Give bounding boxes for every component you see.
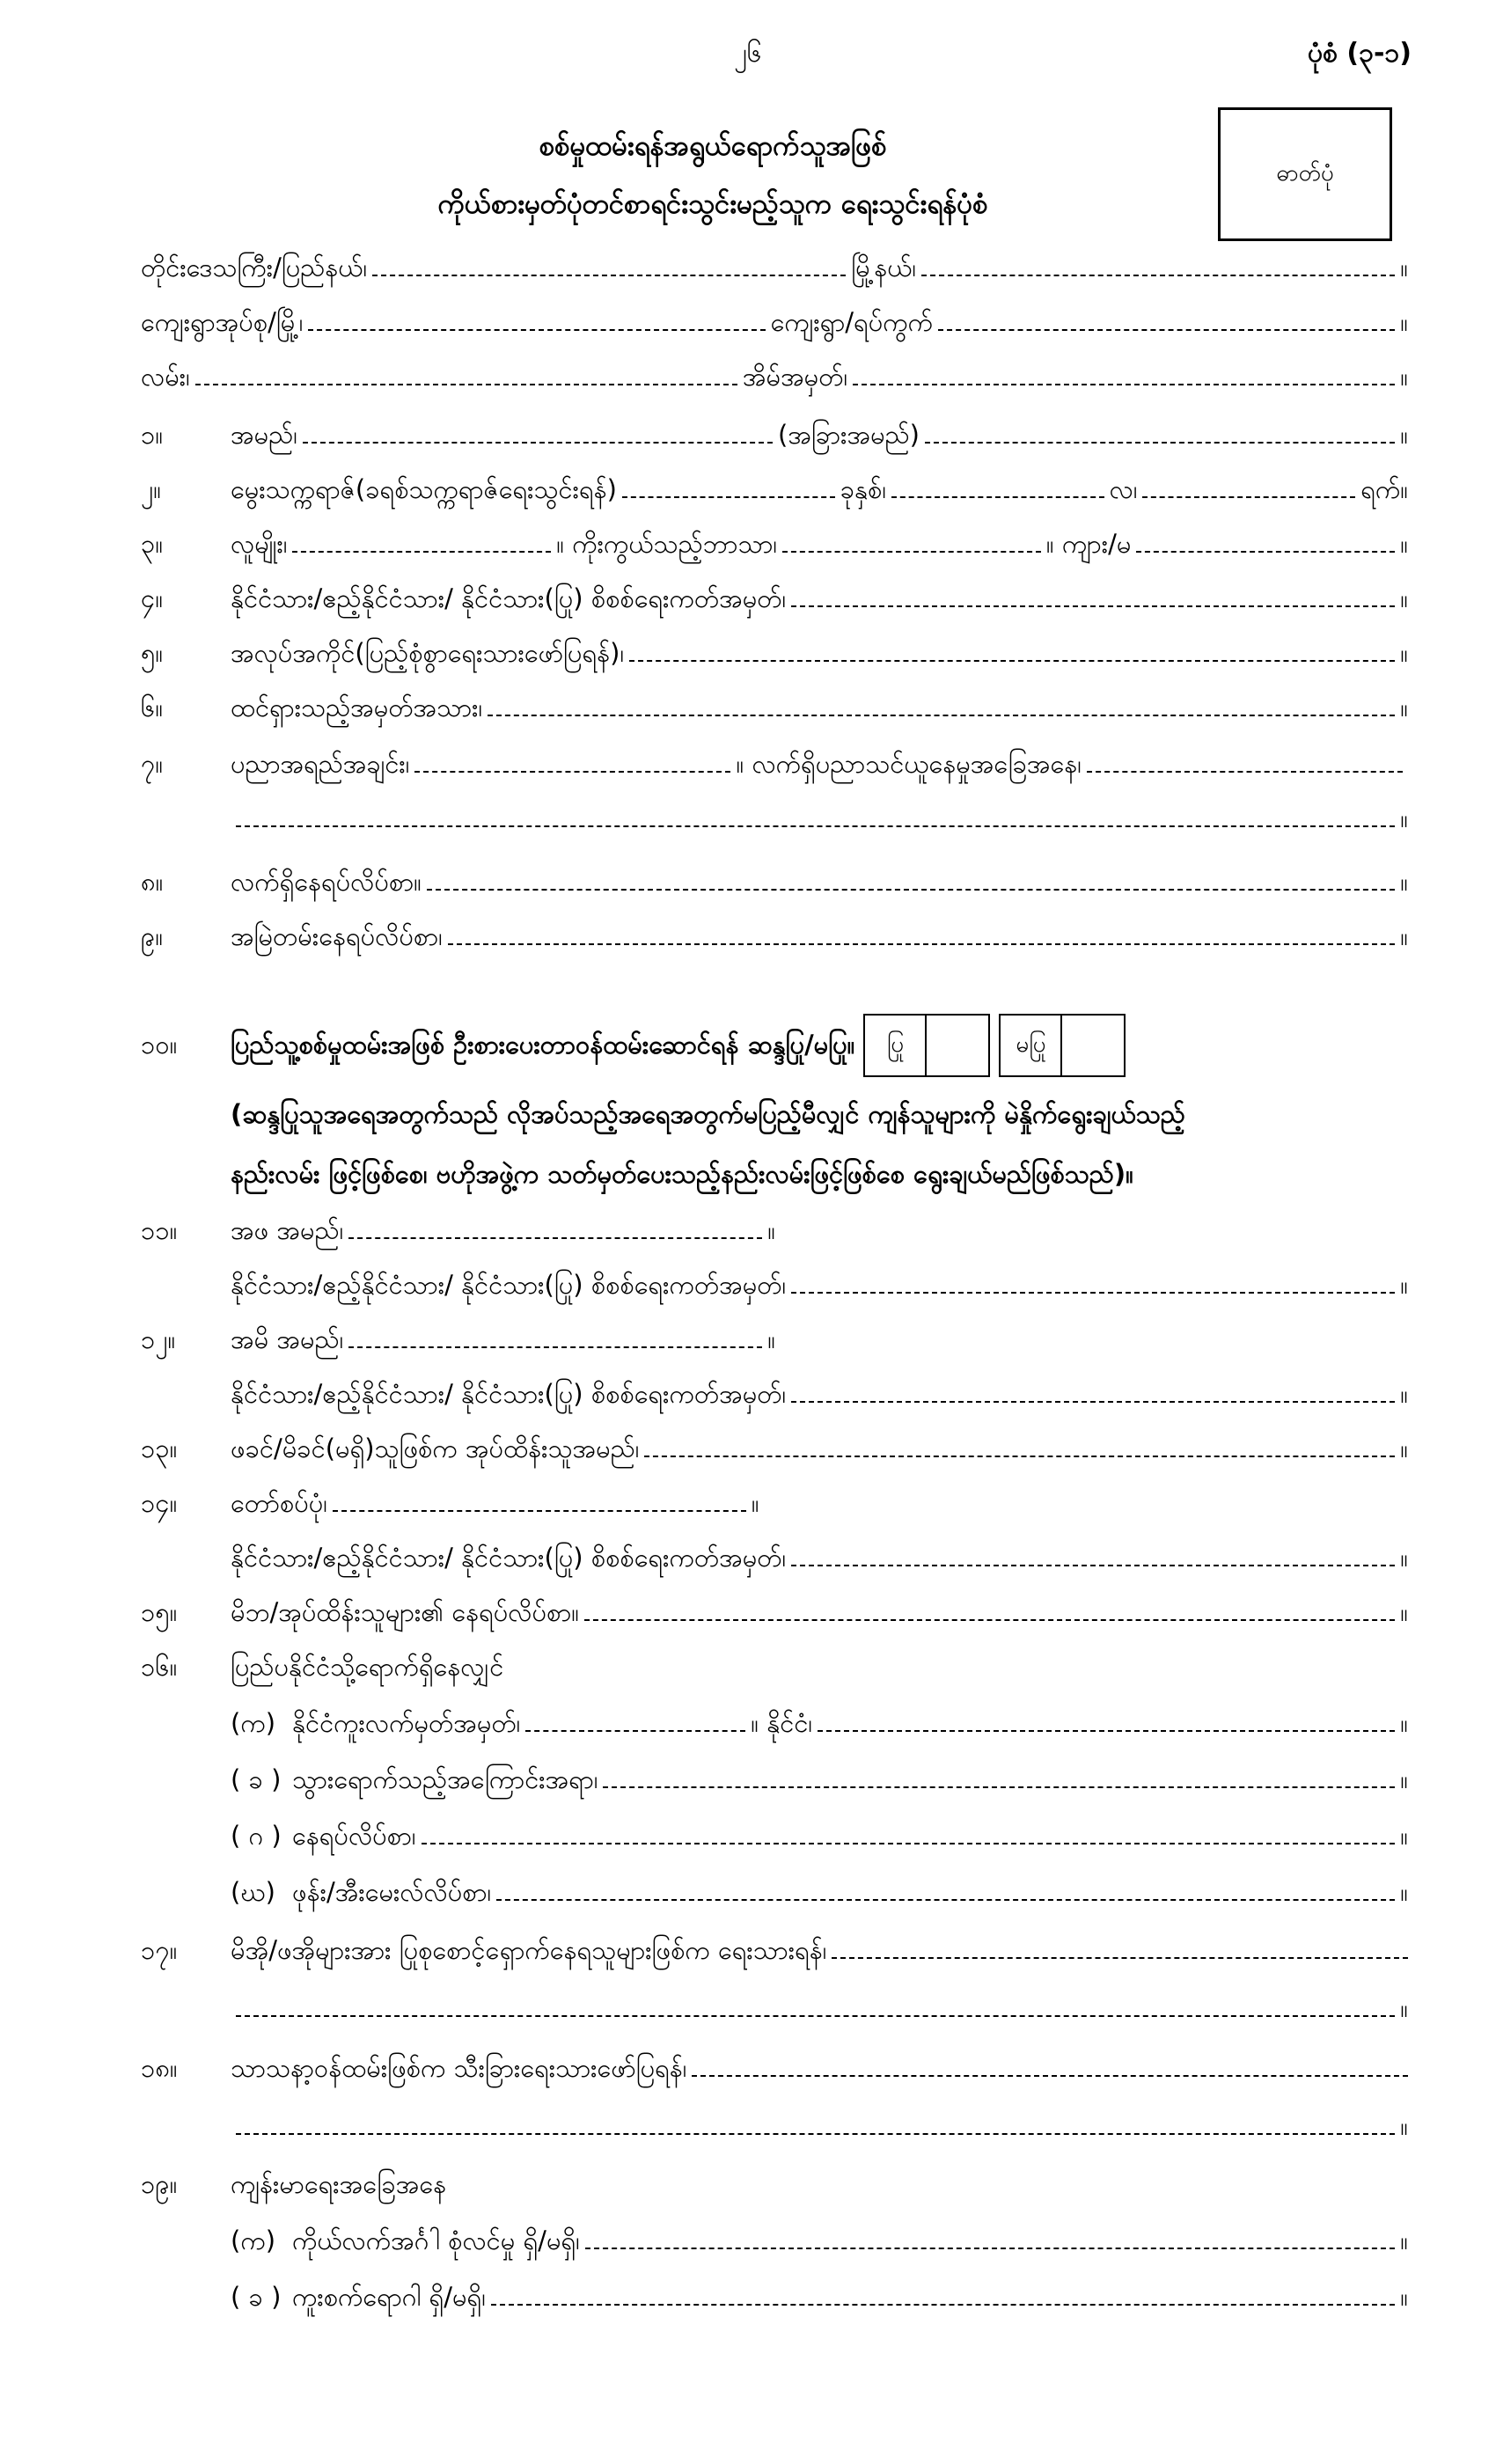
item-19-health [141, 2170, 1408, 2199]
item-2-dob [141, 475, 1408, 504]
end-mark: ။ [1400, 362, 1409, 392]
photo-label: ဓာတ်ပုံ [1276, 159, 1334, 187]
disease-label: ကူးစက်ရောဂါ ရှိ/မရှိ၊ [292, 2282, 486, 2312]
item-7-education [141, 750, 1408, 779]
item-number: ၁၆။ [141, 1652, 178, 1682]
township-field[interactable] [921, 275, 1395, 276]
country-label: ။ နိုင်ငံ၊ [751, 1708, 813, 1738]
race-field[interactable] [292, 551, 551, 553]
marks-label: ထင်ရှားသည့်အမှတ်အသား၊ [231, 693, 483, 722]
location-row-2 [141, 308, 1408, 337]
item-number: ၁၅။ [141, 1597, 178, 1627]
name-label: အမည်၊ [231, 420, 297, 450]
form-title-line1: စစ်မှုထမ်းရန်အရွယ်ရောက်သူအဖြစ် [539, 130, 887, 162]
consent-no-checkbox[interactable] [1062, 1014, 1126, 1077]
house-no-label: အိမ်အမှတ်၊ [742, 362, 848, 392]
item-14-guardian-nrc [231, 1544, 1408, 1573]
consent-yes-label: ပြု [863, 1014, 927, 1077]
item-number: ၇။ [141, 749, 164, 779]
item-14-relationship [141, 1489, 1408, 1518]
region-field[interactable] [372, 275, 846, 276]
purpose-label: သွားရောက်သည့်အကြောင်းအရာ၊ [292, 1764, 598, 1794]
passport-label: နိုင်ငံကူးလက်မှတ်အမှတ်၊ [292, 1708, 521, 1738]
item-3-race-religion-sex [141, 530, 1408, 559]
village-tract-field[interactable] [308, 329, 765, 331]
abroad-address-label: နေရပ်လိပ်စာ၊ [292, 1821, 416, 1851]
contact-label: ဖုန်း/အီးမေးလ်လိပ်စာ၊ [292, 1877, 492, 1907]
father-name-field[interactable] [348, 1237, 762, 1239]
father-name-label: အဖ အမည်၊ [231, 1215, 344, 1245]
item-number: ၁၄။ [141, 1488, 178, 1518]
religious-field-cont[interactable] [236, 2133, 1395, 2135]
religious-field[interactable] [692, 2075, 1408, 2077]
sub-letter: (က) [231, 1708, 276, 1738]
end-mark: ။ [1400, 474, 1409, 504]
current-address-field[interactable] [427, 889, 1395, 891]
item-16-abroad [141, 1653, 1408, 1682]
disease-field[interactable] [491, 2304, 1395, 2306]
item-16-passport [231, 1709, 1408, 1738]
consent-yes-checkbox[interactable] [927, 1014, 990, 1077]
end-mark: ။ [1400, 2226, 1408, 2255]
mother-name-label: အမိ အမည်၊ [231, 1324, 344, 1354]
sub-letter: ( ခ ) [231, 1764, 282, 1794]
item-number: ၁၇။ [141, 1935, 178, 1965]
current-study-field-cont[interactable] [236, 825, 1395, 827]
item-4-nrc [141, 584, 1408, 613]
item-number: ၉။ [141, 921, 164, 951]
caregiver-label: မိအို/ဖအိုများအား ပြုစုစောင့်ရှောက်နေရသူများဖြစ်က ရေးသားရန်၊ [231, 1935, 827, 1965]
item-number: ၁၁။ [141, 1215, 178, 1245]
item-11-father-nrc [231, 1271, 1408, 1300]
dob-day-field[interactable] [1142, 496, 1355, 498]
end-mark: ။ [1400, 867, 1408, 897]
end-mark: ။ [1400, 307, 1408, 337]
township-label: မြို့နယ်၊ [851, 253, 916, 282]
end-mark: ။ [1400, 2282, 1408, 2312]
form-title-line2: ကိုယ်စားမှတ်ပုံတင်စာရင်းသွင်းမည့်သူက ရေးသွင်းရန်ပုံစံ [437, 188, 988, 220]
permanent-address-field[interactable] [448, 943, 1395, 945]
education-field[interactable] [414, 771, 730, 773]
item-number: ၁။ [141, 420, 164, 450]
item-15-parents-address [141, 1598, 1408, 1627]
education-label: ပညာအရည်အချင်း၊ [231, 749, 410, 779]
end-mark: ။ [751, 1488, 759, 1518]
item-number: ၁၉။ [141, 2169, 178, 2199]
end-mark: ။ [1400, 1434, 1408, 1463]
item-number: ၆။ [141, 693, 164, 722]
current-address-label: လက်ရှိနေရပ်လိပ်စာ။ [231, 867, 422, 897]
item-18-religious [141, 2054, 1408, 2083]
relationship-field[interactable] [333, 1510, 746, 1512]
sub-letter: ( ဂ ) [231, 1821, 282, 1851]
abroad-address-field[interactable] [422, 1843, 1396, 1844]
item-number: ၂။ [141, 474, 162, 504]
end-mark: ။ [1400, 803, 1408, 833]
physical-label: ကိုယ်လက်အင်္ဂါ စုံလင်မှု ရှိ/မရှိ၊ [292, 2226, 580, 2255]
house-no-field[interactable] [853, 384, 1395, 385]
item-7-continuation [231, 804, 1408, 833]
current-study-field[interactable] [1087, 771, 1403, 773]
item-18-continuation [231, 2112, 1408, 2141]
end-mark: ။ [1400, 1379, 1408, 1409]
caregiver-field-cont[interactable] [236, 2015, 1395, 2017]
consent-question: ပြည်သူ့စစ်မှုထမ်းအဖြစ် ဦးစားပေးတာဝန်ထမ်းဆောင်ရန် ဆန္ဒပြု/မပြု။ [231, 1030, 855, 1060]
item-8-current-address [141, 868, 1408, 897]
item-17-caregiver [141, 1936, 1408, 1965]
item-12-mother-nrc [231, 1380, 1408, 1409]
dob-month-field[interactable] [891, 496, 1104, 498]
guardian-nrc-field[interactable] [791, 1565, 1395, 1566]
current-study-label: ။ လက်ရှိပညာသင်ယူနေမှုအခြေအနေ၊ [736, 749, 1082, 779]
end-mark: ။ [1400, 420, 1408, 450]
item-number: ၁၈။ [141, 2053, 178, 2083]
physical-field[interactable] [585, 2248, 1395, 2249]
street-field[interactable] [195, 384, 737, 385]
sub-letter: (က) [231, 2226, 276, 2255]
end-mark: ။ [1400, 1708, 1408, 1738]
end-mark: ။ [1400, 693, 1408, 722]
village-field[interactable] [938, 329, 1395, 331]
end-mark: ။ [1400, 583, 1408, 613]
mother-nrc-field[interactable] [791, 1401, 1395, 1403]
health-label: ကျန်းမာရေးအခြေအနေ [231, 2169, 447, 2199]
relationship-label: တော်စပ်ပုံ၊ [231, 1488, 327, 1518]
country-field[interactable] [818, 1730, 1395, 1732]
permanent-address-label: အမြဲတမ်းနေရပ်လိပ်စာ၊ [231, 921, 443, 951]
end-mark: ။ [1400, 1993, 1408, 2023]
item-number: ၃။ [141, 529, 164, 559]
street-label: လမ်း၊ [141, 362, 190, 392]
sex-label: ။ ကျား/မ [1045, 529, 1132, 559]
end-mark: ။ [1400, 921, 1408, 951]
item-16-contact [231, 1878, 1408, 1907]
item-number: ၈။ [141, 867, 164, 897]
father-nrc-label: နိုင်ငံသား/ဧည့်နိုင်ငံသား/ နိုင်ငံသား(ပြု) စိစစ်ရေးကတ်အမှတ်၊ [231, 1270, 787, 1300]
race-label: လူမျိုး၊ [231, 529, 288, 559]
item-12-mother [141, 1325, 1408, 1354]
consent-no-label: မပြု [999, 1014, 1062, 1077]
item-19-physical [231, 2226, 1408, 2255]
item-1-name [141, 421, 1408, 450]
parents-address-label: မိဘ/အုပ်ထိန်းသူများ၏ နေရပ်လိပ်စာ။ [231, 1597, 580, 1627]
village-label: ကျေးရွာ/ရပ်ကွက် [770, 307, 933, 337]
caregiver-field[interactable] [832, 1957, 1408, 1959]
other-name-label: (အခြားအမည်) [778, 420, 920, 450]
consent-note-line2: နည်းလမ်း ဖြင့်ဖြစ်စေ၊ ဗဟိုအဖွဲ့က သတ်မှတ်ပေးသည့်နည်းလမ်းဖြင့်ဖြစ်စေ ရွေးချယ်မည်ဖြစ်သည်)။ [231, 1159, 1133, 1189]
location-row-3 [141, 363, 1408, 392]
father-nrc-field[interactable] [791, 1292, 1395, 1294]
religion-label: ။ ကိုးကွယ်သည့်ဘာသာ၊ [556, 529, 778, 559]
end-mark: ။ [1400, 1597, 1408, 1627]
item-17-continuation [231, 1994, 1408, 2023]
purpose-field[interactable] [603, 1786, 1395, 1788]
sub-letter: (ဃ) [231, 1877, 275, 1907]
end-mark: ။ [767, 1324, 776, 1354]
item-11-father [141, 1216, 1408, 1245]
day-label: ရက် [1360, 474, 1401, 504]
sex-field[interactable] [1136, 551, 1395, 553]
end-mark: ။ [1400, 638, 1408, 668]
end-mark: ။ [1400, 1877, 1408, 1907]
region-label: တိုင်းဒေသကြီး/ပြည်နယ်၊ [141, 253, 368, 282]
end-mark: ။ [1400, 253, 1408, 282]
item-16-purpose [231, 1765, 1408, 1794]
village-tract-label: ကျေးရွာအုပ်စု/မြို့၊ [141, 307, 304, 337]
end-mark: ။ [1400, 1764, 1408, 1794]
sub-letter: ( ခ ) [231, 2282, 282, 2312]
abroad-label: ပြည်ပနိုင်ငံသို့ရောက်ရှိနေလျှင် [231, 1652, 504, 1682]
guardian-name-field[interactable] [644, 1456, 1395, 1457]
passport-field[interactable] [525, 1730, 745, 1732]
religion-field[interactable] [782, 551, 1041, 553]
item-number: ၁၂။ [141, 1324, 176, 1354]
dob-label: မွေးသက္ကရာဇ်(ခရစ်သက္ကရာဇ်ရေးသွင်းရန်) [231, 474, 617, 504]
contact-field[interactable] [496, 1899, 1395, 1901]
guardian-name-label: ဖခင်/မိခင်(မရှိ)သူဖြစ်က အုပ်ထိန်းသူအမည်၊ [231, 1434, 640, 1463]
occupation-label: အလုပ်အကိုင်(ပြည့်စုံစွာရေးသားဖော်ပြရန်)၊ [231, 638, 625, 668]
page-number: ၂၆ [734, 38, 762, 69]
item-19-disease [231, 2283, 1408, 2312]
end-mark: ။ [1400, 1821, 1408, 1851]
item-number: ၁၃။ [141, 1434, 178, 1463]
item-16-abroad-address [231, 1822, 1408, 1851]
end-mark: ။ [1400, 529, 1409, 559]
item-6-marks [141, 693, 1408, 722]
item-9-permanent-address [141, 922, 1408, 951]
mother-nrc-label: နိုင်ငံသား/ဧည့်နိုင်ငံသား/ နိုင်ငံသား(ပြု) စိစစ်ရေးကတ်အမှတ်၊ [231, 1379, 787, 1409]
parents-address-field[interactable] [584, 1619, 1395, 1621]
item-13-guardian [141, 1434, 1408, 1463]
form-code: ပုံစံ (၃-၁) [1307, 38, 1412, 69]
year-label: ခုနှစ်၊ [840, 474, 886, 504]
religious-label: သာသနာ့ဝန်ထမ်းဖြစ်က သီးခြားရေးသားဖော်ပြရန်၊ [231, 2053, 687, 2083]
photo-box [1218, 107, 1392, 241]
end-mark: ။ [1400, 2111, 1408, 2141]
end-mark: ။ [1400, 1543, 1408, 1573]
item-5-occupation [141, 639, 1408, 668]
name-field[interactable] [303, 442, 773, 444]
item-number: ၄။ [141, 583, 164, 613]
mother-name-field[interactable] [348, 1346, 762, 1348]
item-number: ၁၀။ [141, 1030, 178, 1060]
occupation-field[interactable] [629, 660, 1395, 662]
end-mark: ။ [1400, 1270, 1408, 1300]
marks-field[interactable] [488, 715, 1395, 716]
nrc-label: နိုင်ငံသား/ဧည့်နိုင်ငံသား/ နိုင်ငံသား(ပြု) စိစစ်ရေးကတ်အမှတ်၊ [231, 583, 787, 613]
guardian-nrc-label: နိုင်ငံသား/ဧည့်နိုင်ငံသား/ နိုင်ငံသား(ပြု) စိစစ်ရေးကတ်အမှတ်၊ [231, 1543, 787, 1573]
nrc-field[interactable] [791, 605, 1395, 607]
month-label: လ၊ [1109, 474, 1138, 504]
item-10-consent [141, 1014, 1408, 1077]
end-mark: ။ [767, 1215, 776, 1245]
other-name-field[interactable] [925, 442, 1395, 444]
item-number: ၅။ [141, 638, 164, 668]
dob-year-field[interactable] [622, 496, 835, 498]
consent-note-line1: (ဆန္ဒပြုသူအရေအတွက်သည် လိုအပ်သည့်အရေအတွက်မပြည့်မီလျှင် ကျန်သူများကို မဲနှိုက်ရွေးချယ်သည့် [231, 1099, 1185, 1129]
location-row-1 [141, 253, 1408, 282]
